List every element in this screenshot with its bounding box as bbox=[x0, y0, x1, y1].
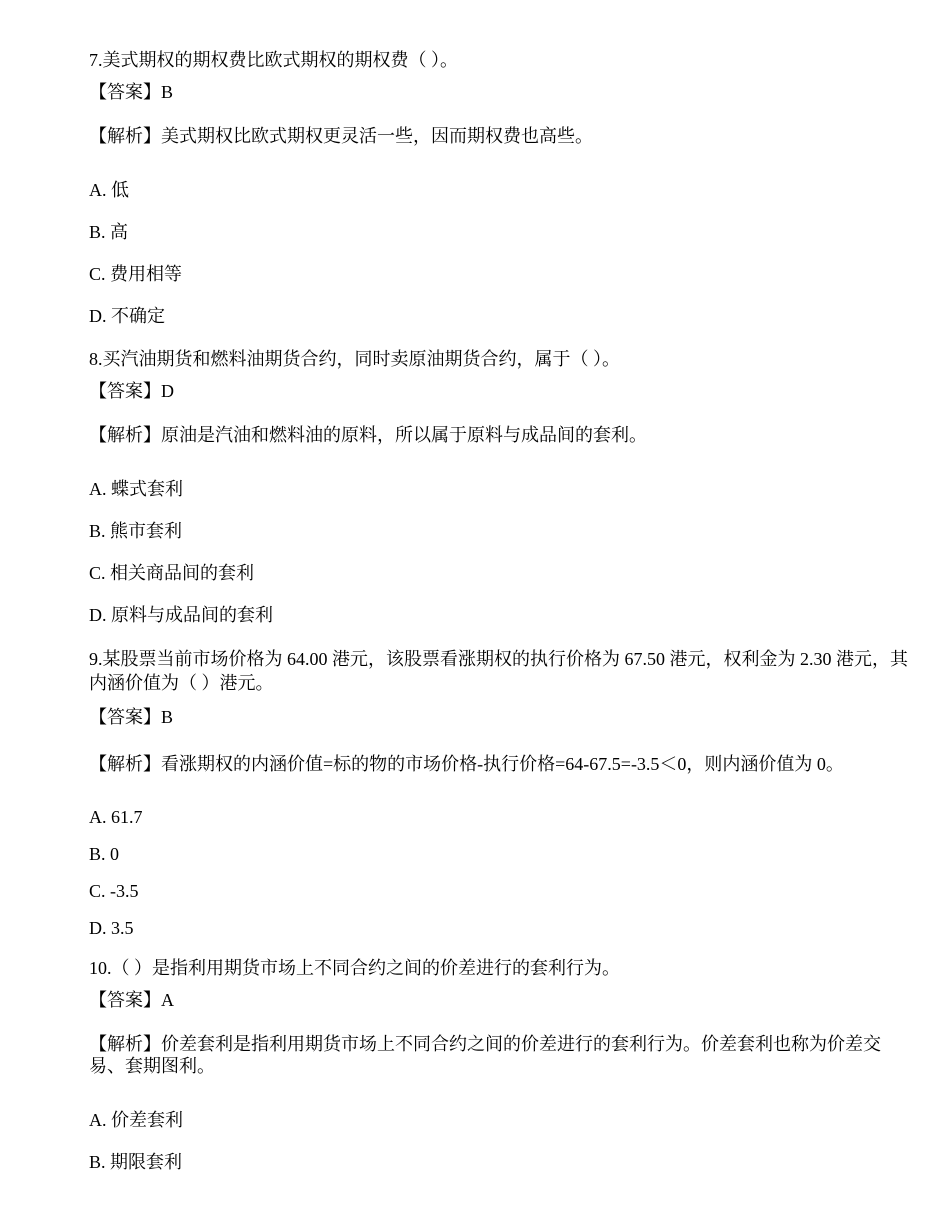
question-7-option-a: A. 低 bbox=[89, 180, 129, 200]
question-9-option-a: A. 61.7 bbox=[89, 807, 143, 827]
question-9-stem: 9.某股票当前市场价格为 64.00 港元，该股票看涨期权的执行价格为 67.50 港元，权利金为 2.30 港元，其内涵价值为（ ）港元。 bbox=[89, 649, 908, 693]
question-7-answer: 【答案】B bbox=[89, 82, 174, 102]
question-9-answer: 【答案】B bbox=[89, 707, 174, 727]
question-9-option-c: C. -3.5 bbox=[89, 881, 139, 901]
question-8-answer: 【答案】D bbox=[89, 381, 174, 401]
question-10-analysis: 【解析】价差套利是指利用期货市场上不同合约之间的价差进行的套利行为。价差套利也称为价差交易、套期图利。 bbox=[89, 1034, 881, 1076]
question-9-option-b: B. 0 bbox=[89, 844, 120, 864]
question-7-stem: 7.美式期权的期权费比欧式期权的期权费（ ）。 bbox=[89, 50, 458, 70]
question-8-option-d: D. 原料与成品间的套利 bbox=[89, 605, 273, 625]
question-8-analysis: 【解析】原油是汽油和燃料油的原料，所以属于原料与成品间的套利。 bbox=[89, 425, 647, 445]
question-10-stem: 10.（ ）是指利用期货市场上不同合约之间的价差进行的套利行为。 bbox=[89, 958, 620, 978]
question-10-answer: 【答案】A bbox=[89, 990, 174, 1010]
question-10-option-a: A. 价差套利 bbox=[89, 1110, 183, 1130]
question-9-option-d: D. 3.5 bbox=[89, 918, 134, 938]
question-8-option-a: A. 蝶式套利 bbox=[89, 479, 183, 499]
question-8-option-c: C. 相关商品间的套利 bbox=[89, 563, 255, 583]
question-9-analysis: 【解析】看涨期权的内涵价值=标的物的市场价格-执行价格=64-67.5=-3.5＜0，则内涵价值为 0。 bbox=[89, 754, 844, 774]
question-8-stem: 8.买汽油期货和燃料油期货合约，同时卖原油期货合约，属于（ ）。 bbox=[89, 349, 620, 369]
question-8-option-b: B. 熊市套利 bbox=[89, 521, 183, 541]
question-7-option-b: B. 高 bbox=[89, 222, 129, 242]
question-10-option-b: B. 期限套利 bbox=[89, 1152, 183, 1172]
question-7-option-d: D. 不确定 bbox=[89, 306, 165, 326]
question-7-option-c: C. 费用相等 bbox=[89, 264, 183, 284]
question-7-analysis: 【解析】美式期权比欧式期权更灵活一些，因而期权费也高些。 bbox=[89, 126, 593, 146]
